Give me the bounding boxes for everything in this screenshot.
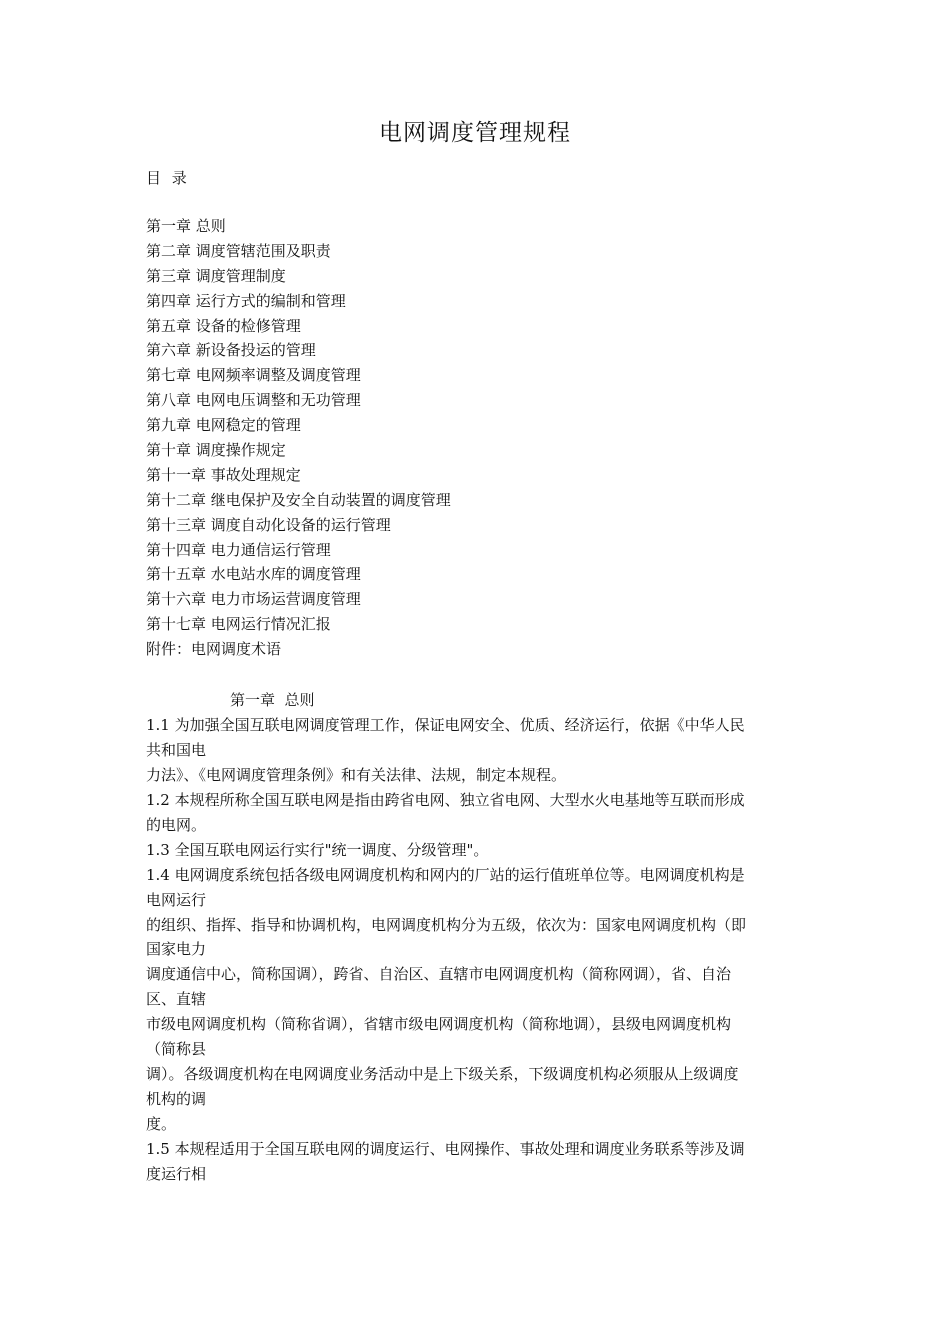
body-text-line: 力法》、《电网调度管理条例》和有关法律、法规，制定本规程。 [146,765,567,784]
toc-item: 第十一章 事故处理规定 [146,465,301,484]
body-text-line: 的组织、指挥、指导和协调机构，电网调度机构分为五级，依次为：国家电网调度机构（即 [146,915,747,934]
body-text-line: 调度通信中心，简称国调），跨省、自治区、直辖市电网调度机构（简称网调），省、自治 [146,965,732,984]
toc-item: 第十五章 水电站水库的调度管理 [146,565,361,584]
body-text-line: 的电网。 [146,815,207,834]
table-of-contents [146,214,451,662]
body-text-line: （简称县 [146,1040,207,1059]
toc-item: 附件：电网调度术语 [146,640,282,659]
chapter-heading: 第一章 总则 [230,691,315,709]
body-text-line: 区、直辖 [146,990,207,1009]
body-text-line: 市级电网调度机构（简称省调），省辖市级电网调度机构（简称地调），县级电网调度机构 [146,1015,732,1034]
body-text-line: 度。 [146,1115,177,1133]
body-text-line: 1.1 为加强全国互联电网调度管理工作，保证电网安全、优质、经济运行，依据《中华人民 [146,716,745,734]
body-text-line: 国家电力 [146,940,207,959]
body-text-line: 电网运行 [146,890,207,909]
toc-item: 第一章 总则 [146,217,226,235]
body-text-line: 度运行相 [146,1164,207,1183]
body-text-line: 调）。各级调度机构在电网调度业务活动中是上下级关系，下级调度机构必须服从上级调度 [146,1065,739,1084]
toc-item: 第六章 新设备投运的管理 [146,341,316,360]
toc-item: 第十章 调度操作规定 [146,441,286,460]
toc-item: 第九章 电网稳定的管理 [146,416,301,435]
toc-item: 第十七章 电网运行情况汇报 [146,615,331,634]
chapter-body [146,713,810,1187]
toc-item: 第八章 电网电压调整和无功管理 [146,391,361,410]
body-text-line: 共和国电 [146,740,207,759]
toc-item: 第二章 调度管辖范围及职责 [146,241,331,260]
toc-item: 第十六章 电力市场运营调度管理 [146,590,361,609]
toc-item: 第十三章 调度自动化设备的运行管理 [146,515,391,534]
toc-item: 第五章 设备的检修管理 [146,316,301,335]
body-text-line: 1.2 本规程所称全国互联电网是指由跨省电网、独立省电网、大型水火电基地等互联而形成 [146,790,745,809]
toc-item: 第四章 运行方式的编制和管理 [146,291,346,310]
toc-item: 第七章 电网频率调整及调度管理 [146,366,361,385]
body-text-line: 1.4 电网调度系统包括各级电网调度机构和网内的厂站的运行值班单位等。电网调度机构是 [146,865,745,884]
toc-item: 第十二章 继电保护及安全自动装置的调度管理 [146,490,451,509]
body-text-line: 机构的调 [146,1090,207,1109]
body-text-line: 1.3 全国互联电网运行实行"统一调度、分级管理"。 [146,840,489,859]
toc-item: 第三章 调度管理制度 [146,266,286,285]
toc-heading: 目 录 [146,169,187,187]
body-text-line: 1.5 本规程适用于全国互联电网的调度运行、电网操作、事故处理和调度业务联系等涉及调 [146,1139,745,1158]
toc-item: 第十四章 电力通信运行管理 [146,540,331,559]
document-title: 电网调度管理规程 [379,120,571,146]
